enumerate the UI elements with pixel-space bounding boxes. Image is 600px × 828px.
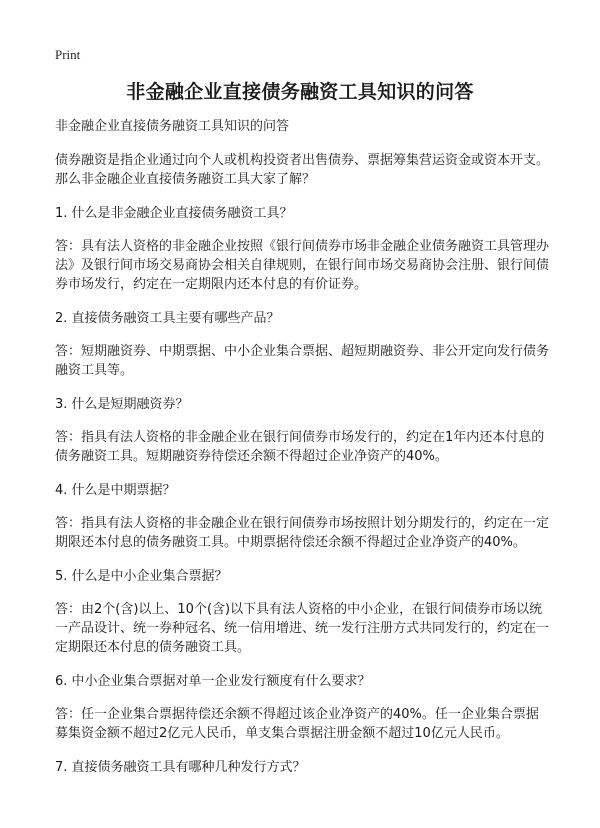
question-5: 5. 什么是中小企业集合票据？ xyxy=(55,569,228,584)
answer-1: 答：具有法人资格的非金融企业按照《银行间债券市场非金融企业债务融资工具管理办法》及银行间市场交易商协会相关自律规则，在银行间市场交易商协会注册、银行间债券市场发行，约定在一定期限内还本付息的有价证券。 xyxy=(55,239,550,292)
question-2: 2. 直接债务融资工具主要有哪些产品？ xyxy=(55,311,280,326)
article-subtitle: 非金融企业直接债务融资工具知识的问答 xyxy=(55,119,290,134)
answer-4: 答：指具有法人资格的非金融企业在银行间债券市场按照计划分期发行的，约定在一定期限还本付息的债务融资工具。中期票据待偿还余额不得超过企业净资产的40%。 xyxy=(55,516,550,550)
print-link[interactable]: Print xyxy=(55,47,81,62)
question-4: 4. 什么是中期票据？ xyxy=(55,483,176,498)
question-1: 1. 什么是非金融企业直接债务融资工具？ xyxy=(55,206,293,221)
question-3: 3. 什么是短期融资券？ xyxy=(55,397,189,412)
question-7: 7. 直接债务融资工具有哪种几种发行方式？ xyxy=(55,760,306,775)
answer-6: 答：任一企业集合票据待偿还余额不得超过该企业净资产的40%。任一企业集合票据募集资金额不超过2亿元人民币，单支集合票据注册金额不超过10亿元人民币。 xyxy=(55,707,539,741)
answer-5: 答：由2个(含)以上、10个(含)以下具有法人资格的中小企业，在银行间债券市场以统一产品设计、统一券种冠名、统一信用增进、统一发行注册方式共同发行的，约定在一定期限还本付息的债务融资工具。 xyxy=(55,602,550,655)
answer-2: 答：短期融资券、中期票据、中小企业集合票据、超短期融资券、非公开定向发行债务融资工具等。 xyxy=(55,344,550,378)
page-title: 非金融企业直接债务融资工具知识的问答 xyxy=(126,81,474,103)
article-intro: 债券融资是指企业通过向个人或机构投资者出售债券、票据筹集营运资金或资本开支。那么非金融企业直接债务融资工具大家了解？ xyxy=(55,153,550,187)
question-6: 6. 中小企业集合票据对单一企业发行额度有什么要求？ xyxy=(55,674,371,689)
answer-3: 答：指具有法人资格的非金融企业在银行间债券市场发行的，约定在1年内还本付息的债务融资工具。短期融资券待偿还余额不得超过企业净资产的40%。 xyxy=(55,430,545,464)
article-body xyxy=(55,117,549,791)
